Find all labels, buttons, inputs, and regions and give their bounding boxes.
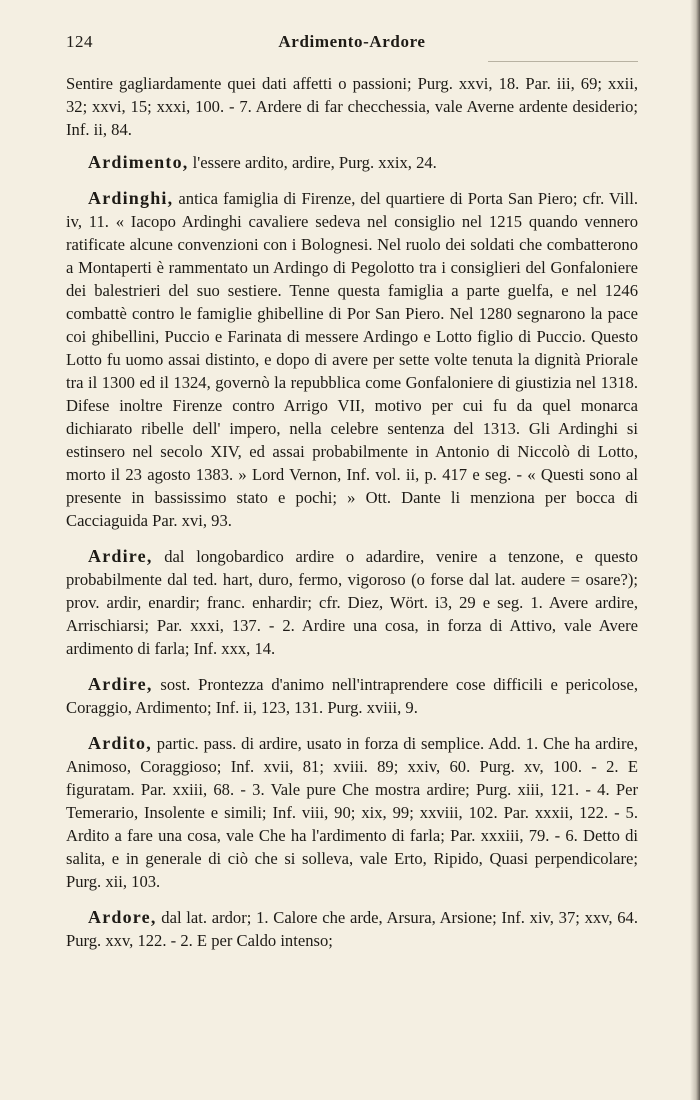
entry-headword: Ardimento, [88,152,189,172]
page-number: 124 [66,32,93,51]
entry-ardimento [66,151,638,174]
entry-body: l'essere ardito, ardire, Purg. xxix, 24. [192,153,437,172]
entry-ardire-verb [66,545,638,660]
entry-headword: Ardito, [88,733,152,753]
header-rule [488,61,638,62]
entry-headword: Ardire, [88,674,153,694]
continuation-paragraph: Sentire gagliardamente quei dati affetti o passioni; Purg. xxvi, 18. Par. iii, 69; xxii, 32; xxvi, 15; xxxi, 100. - 7. Ardere di far checchessia, vale Averne ardente desiderio; Inf. ii, 84. [66,74,638,139]
entry-ardire-noun [66,673,638,719]
entry-body: partic. pass. di ardire, usato in forza di semplice. Add. 1. Che ha ardire, Animoso, Coraggioso; Inf. xvii, 81; xviii. 89; xxiv, 60. Purg. xv, 100. - 2. E figuratam. Par. xxiii, 68. - 3. Vale pure Che mostra ardire; Purg. xiii, 121. - 4. Per Temerario, Insolente e simili; Inf. viii, 90; xix, 99; xxviii, 102. Par. xxxii, 122. - 5. Ardito a fare una cosa, vale Che ha l'ardimento di farla; Par. xxxiii, 79. - 6. Detto di salita, e in generale di ciò che si solleva, vale Erto, Ripido, Quasi perpendicolare; Purg. xii, 103. [66,734,638,891]
entry-headword: Ardore, [88,907,157,927]
entry-ardito [66,732,638,893]
entry-body: dal longobardico ardire o adardire, venire a tenzone, e questo probabilmente dal ted. hart, duro, fermo, vigoroso (o forse dal lat. audere = osare?); prov. ardir, enardir; franc. enhardir; cfr. Diez, Wört. i3, 29 e seg. 1. Avere ardire, Arrischiarsi; Par. xxxi, 137. - 2. Ardire una cosa, in forza di Attivo, vale Avere ardimento di farla; Inf. xxx, 14. [66,547,638,658]
entry-headword: Ardinghi, [88,188,174,208]
entry-ardore [66,906,638,952]
running-head [66,30,638,60]
page-binding-edge [690,0,700,1100]
dictionary-page [66,30,638,952]
entry-ardinghi [66,187,638,532]
running-title: Ardimento-Ardore [278,32,426,51]
entry-body: antica famiglia di Firenze, del quartiere di Porta San Piero; cfr. Vill. iv, 11. « Iacopo Ardinghi cavaliere sedeva nel consiglio nel 1215 quando vennero ratificate alcune convenzioni con i Bolognesi. Nel ruolo dei soldati che combatterono a Montaperti è rammentato un Ardingo di Pegolotto tra i consiglieri del Gonfaloniere dei balestrieri del suo sestiere. Tenne questa famiglia a parte guelfa, e nel 1246 combattè contro le famiglie ghibelline di Por San Piero. Nel 1280 segnarono la pace coi ghibellini, Puccio e Farinata di messere Ardingo e Lotto figlio di Puccio. Questo Lotto fu uomo assai distinto, e dopo di avere per sette volte tenuta la dignità Priorale tra il 1300 ed il 1324, governò la repubblica come Gonfaloniere di giustizia nel 1318. Difese inoltre Firenze contro Arrigo VII, motivo per cui fu da quel monarca dichiarato ribelle dell' impero, nella celebre sentenza del 1313. Gli Ardinghi si estinsero nel secolo XIV, ed assai probabilmente in Antonio di Niccolò di Lotto, morto il 23 agosto 1383. » Lord Vernon, Inf. vol. ii, p. 417 e seg. - « Questi sono al presente in bassissimo stato e pochi; » Ott. Dante li menziona per bocca di Cacciaguida Par. xvi, 93. [66,189,638,530]
entry-body: sost. Prontezza d'animo nell'intraprendere cose difficili e pericolose, Coraggio, Ardimento; Inf. ii, 123, 131. Purg. xviii, 9. [66,675,638,717]
entry-headword: Ardire, [88,546,153,566]
entry-body: dal lat. ardor; 1. Calore che arde, Arsura, Arsione; Inf. xiv, 37; xxv, 64. Purg. xxv, 122. - 2. E per Caldo intenso; [66,908,638,950]
